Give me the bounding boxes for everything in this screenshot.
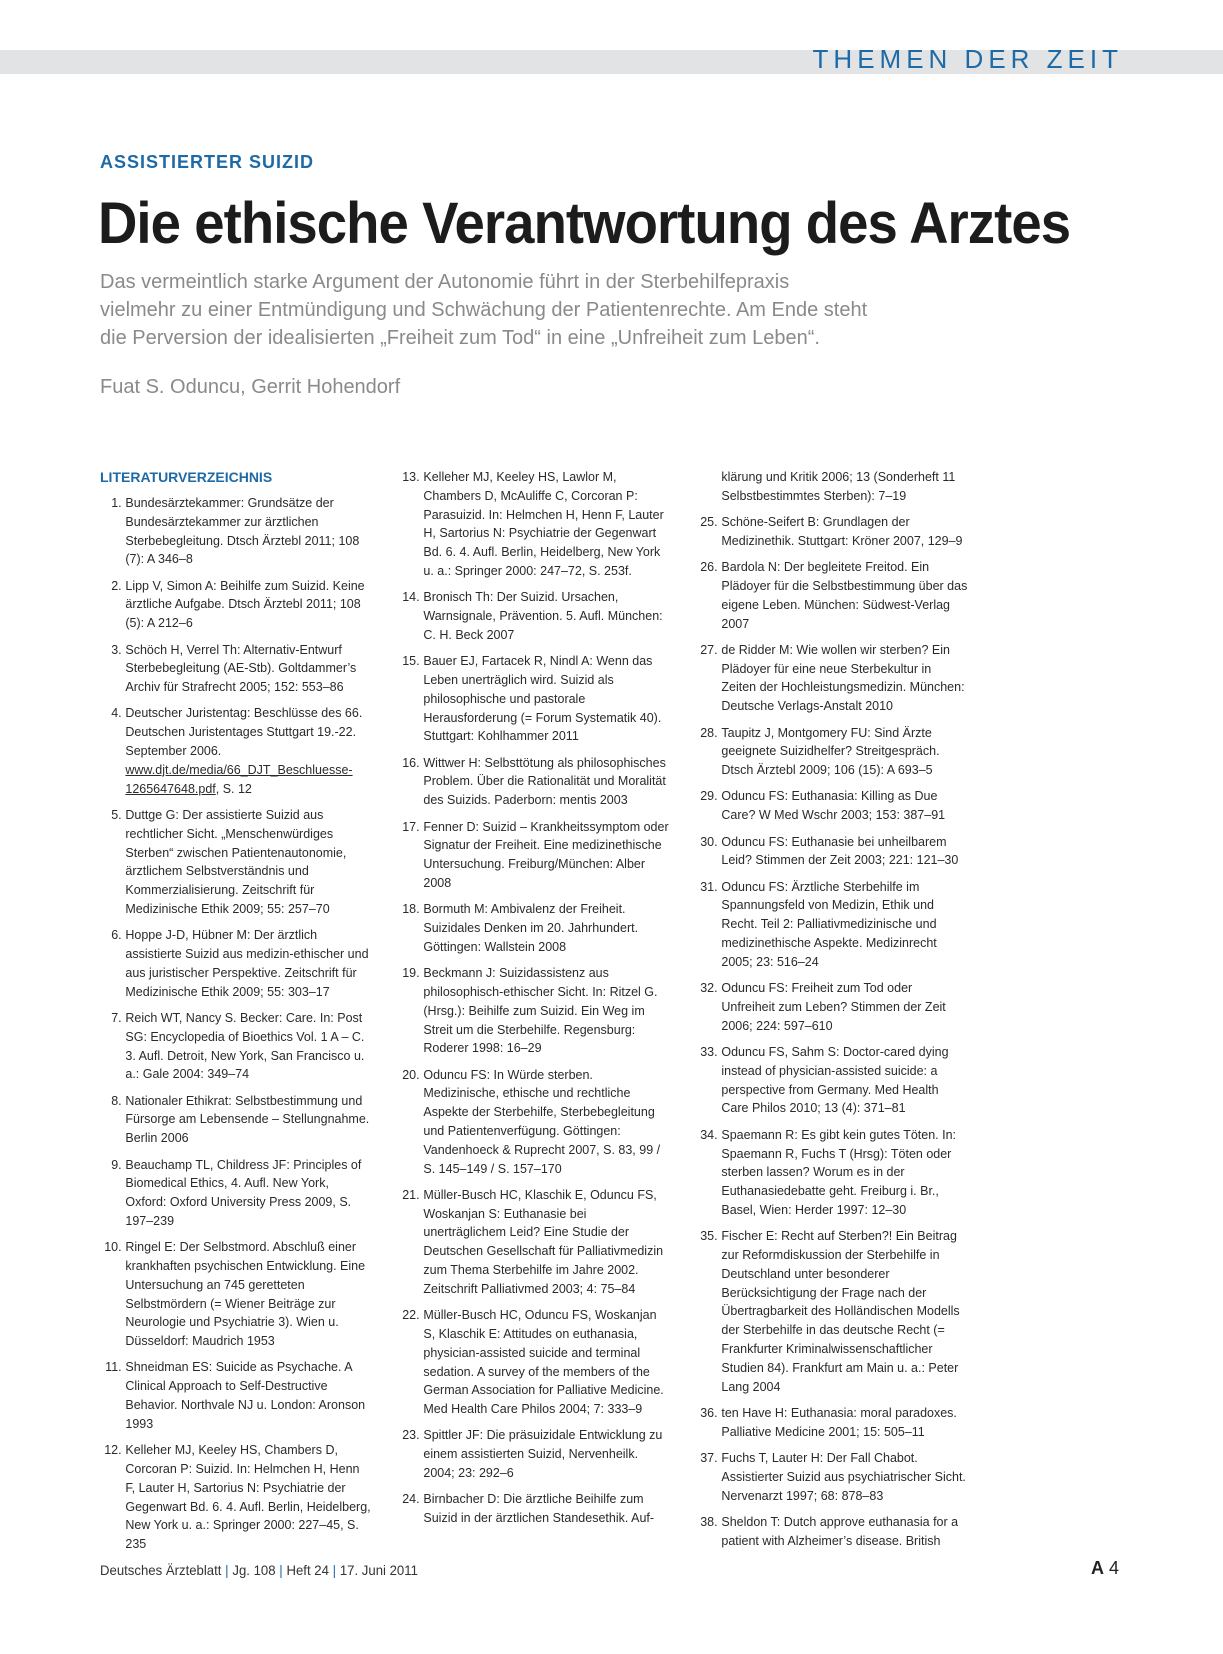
reference-text: Oduncu FS: Ärztliche Sterbehilfe im Spannungsfeld von Medizin, Ethik und Recht. Teil 2: Palliativmedizinische und medizinethische Aspekte. Medizinrecht 2005; 23: 516–24 xyxy=(721,878,937,969)
reference-item xyxy=(696,878,969,972)
reference-text: Lipp V, Simon A: Beihilfe zum Suizid. Keine ärztliche Aufgabe. Dtsch Ärztebl 2011; 108 (5): A 212–6 xyxy=(125,577,365,631)
reference-text: Beauchamp TL, Childress JF: Principles of Biomedical Ethics, 4. Aufl. New York, Oxford: Oxford University Press 2009, S. 197–239 xyxy=(125,1156,362,1228)
reference-item xyxy=(696,1513,969,1551)
lead-line: die Perversion der idealisierten „Freiheit zum Tod“ in eine „Unfreiheit zum Leben“. xyxy=(100,327,820,349)
reference-text: Spaemann R: Es gibt kein gutes Töten. In: Spaemann R, Fuchs T (Hrsg): Töten oder sterben lassen? Worum es in der Euthanasiedebatte geht. Freiburg i. Br., Basel, Wien: Herder 1997: 12–30 xyxy=(721,1126,956,1217)
reference-item xyxy=(696,833,969,871)
reference-item xyxy=(398,1426,671,1482)
reference-number: 24. xyxy=(402,1491,420,1507)
reference-text: Fischer E: Recht auf Sterben?! Ein Beitrag zur Reformdiskussion der Sterbehilfe in Deutschland unter besonderer Berücksichtigung der Frage nach der Übertragbarkeit des Holländischen Modells der Sterbehilfe in das deutsche Recht (= Frankfurter Kriminalwissenschaftlicher Studien 84). Frankfurt am Main u. a.: Peter Lang 2004 xyxy=(721,1228,960,1394)
reference-item xyxy=(696,724,969,780)
reference-number: 20. xyxy=(402,1066,420,1082)
reference-number: 14. xyxy=(402,589,420,605)
reference-number: 13. xyxy=(402,469,420,484)
reference-text: Fenner D: Suizid – Krankheitssymptom oder Signatur der Freiheit. Eine medizinethische Untersuchung. Freiburg/München: Alber 2008 xyxy=(423,818,669,890)
reference-text: Bardola N: Der begleitete Freitod. Ein Plädoyer für die Selbstbestimmung über das eigene Leben. München: Südwest-Verlag 2007 xyxy=(721,559,968,631)
reference-item xyxy=(100,806,373,919)
reference-number: 22. xyxy=(402,1307,420,1323)
reference-number: 31. xyxy=(700,878,718,894)
reference-item xyxy=(100,1092,373,1148)
reference-item xyxy=(696,1404,969,1442)
references-column-2 xyxy=(398,468,671,1535)
lead-line: Das vermeintlich starke Argument der Autonomie führt in der Sterbehilfepraxis xyxy=(100,271,790,293)
reference-item xyxy=(696,641,969,716)
footer: Deutsches Ärzteblatt | Jg. 108 | Heft 24 | 17. Juni 2011 xyxy=(100,1562,418,1578)
references-heading: LITERATURVERZEICHNIS xyxy=(100,469,273,485)
reference-text: Fuchs T, Lauter H: Der Fall Chabot. Assistierter Suizid aus psychiatrischer Sicht. Nervenarzt 1997; 68: 878–83 xyxy=(721,1449,966,1503)
reference-item xyxy=(100,1441,373,1554)
reference-text: Oduncu FS: In Würde sterben. Medizinische, ethische und rechtliche Aspekte der Sterbehilfe, Sterbebegleitung und Patientenverfügung. Göttingen: Vandenhoeck & Ruprecht 2007, S. 83, 99 / S. 145–149 / S. 157–170 xyxy=(423,1066,661,1176)
reference-item xyxy=(696,979,969,1035)
reference-number: 17. xyxy=(402,818,420,834)
reference-text: Müller-Busch HC, Klaschik E, Oduncu FS, Woskanjan S: Euthanasie bei unerträglichem Leid? Eine Studie der Deutschen Gesellschaft für Palliativmedizin zum Thema Sterbehilfe im Jahre 2002. Zeitschrift Palliativmed 2003; 4: 75–84 xyxy=(423,1186,664,1296)
reference-item xyxy=(398,818,671,893)
reference-item xyxy=(398,754,671,810)
reference-number: 32. xyxy=(700,980,718,996)
reference-text: Wittwer H: Selbsttötung als philosophisches Problem. Über die Rationalität und Moralität des Suizids. Paderborn: mentis 2003 xyxy=(423,754,666,808)
reference-item xyxy=(100,1009,373,1084)
reference-item xyxy=(696,558,969,633)
reference-item xyxy=(100,641,373,697)
reference-text: de Ridder M: Wie wollen wir sterben? Ein Plädoyer für eine neue Sterbekultur in Zeiten der Hochleistungsmedizin. München: Deutsche Verlags-Anstalt 2010 xyxy=(721,641,965,714)
journal-issue: Heft 24 xyxy=(286,1562,329,1578)
reference-item xyxy=(398,652,671,746)
reference-link[interactable]: www.djt.de/media/66_DJT_Beschluesse-1265647648.pdf xyxy=(125,761,353,796)
reference-text: Kelleher MJ, Keeley HS, Lawlor M, Chambers D, McAuliffe C, Corcoran P: Parasuizid. In: Helmchen H, Henn F, Lauter H, Sartorius N: Psychiatrie der Gegenwart Bd. 6. 4. Aufl. Berlin, Heidelberg, New York u. a.: Springer 2000: 247–72, S. 253f. xyxy=(423,469,664,578)
reference-item xyxy=(398,468,671,581)
page-number xyxy=(1091,1558,1119,1579)
reference-item xyxy=(398,900,671,956)
journal-name: Deutsches Ärzteblatt xyxy=(100,1562,222,1578)
reference-text-part: Deutscher Juristentag: Beschlüsse des 66. Deutschen Juristentages Stuttgart 19.-22. September 2006. xyxy=(125,705,363,759)
reference-text: Müller-Busch HC, Oduncu FS, Woskanjan S, Klaschik E: Attitudes on euthanasia, physician-assisted suicide and terminal sedation. A survey of the members of the German Association for Palliative Medicine. Med Health Care Philos 2004; 7: 333–9 xyxy=(423,1307,664,1417)
reference-number: 16. xyxy=(402,754,420,770)
reference-number: 12. xyxy=(104,1442,122,1458)
reference-item xyxy=(398,964,671,1058)
lead-line: vielmehr zu einer Entmündigung und Schwächung der Patientenrechte. Am Ende steht xyxy=(100,299,868,321)
reference-number: 23. xyxy=(402,1427,420,1443)
reference-number: 28. xyxy=(700,724,718,740)
reference-number: 36. xyxy=(700,1404,718,1420)
journal-volume: Jg. 108 xyxy=(232,1562,276,1578)
reference-number: 7. xyxy=(111,1009,122,1025)
reference-text: Oduncu FS, Sahm S: Doctor-cared dying instead of physician-assisted suicide: a perspective from Germany. Med Health Care Philos 2010; 13 (4): 371–81 xyxy=(721,1044,949,1116)
reference-item xyxy=(398,588,671,644)
reference-text: Shneidman ES: Suicide as Psychache. A Clinical Approach to Self-Destructive Behavior. Northvale NJ u. London: Aronson 1993 xyxy=(125,1359,366,1431)
reference-text: Ringel E: Der Selbstmord. Abschluß einer krankhaften psychischen Entwicklung. Eine Untersuchung an 745 geretteten Selbstmördern (= Wiener Beiträge zur Neurologie und Psychiatrie 3). Wien u. Düsseldorf: Maudrich 1953 xyxy=(125,1239,366,1349)
reference-text: Bormuth M: Ambivalenz der Freiheit. Suizidales Denken im 20. Jahrhundert. Göttingen: Wallstein 2008 xyxy=(423,901,639,954)
reference-text: Bauer EJ, Fartacek R, Nindl A: Wenn das Leben unerträglich wird. Suizid als philosophische und pastorale Herausforderung (= Forum Systematik 40). Stuttgart: Kohlhammer 2011 xyxy=(423,653,662,744)
reference-number: 4. xyxy=(111,705,122,721)
reference-item xyxy=(398,1306,671,1419)
article-authors: Fuat S. Oduncu, Gerrit Hohendorf xyxy=(100,376,401,398)
reference-item xyxy=(100,704,373,798)
reference-text: Nationaler Ethikrat: Selbstbestimmung und Fürsorge am Lebensende – Stellungnahme. Berlin 2006 xyxy=(125,1092,370,1146)
reference-text: Taupitz J, Montgomery FU: Sind Ärzte geeignete Suizidhelfer? Streitgespräch. Dtsch Ärztebl 2009; 106 (15): A 693–5 xyxy=(721,724,940,778)
reference-item xyxy=(696,1227,969,1396)
reference-text: Duttge G: Der assistierte Suizid aus rechtlicher Sicht. „Menschenwürdiges Sterben“ zwischen Patientenautonomie, ärztlichem Selbstverständnis und Kommerzialisierung. Zeitschrift für Medizinische Ethik 2009; 55: 257–70 xyxy=(125,806,347,916)
reference-number: 1. xyxy=(111,495,122,510)
article-kicker: ASSISTIERTER SUIZID xyxy=(100,152,315,172)
reference-text: Bundesärztekammer: Grundsätze der Bundesärztekammer zur ärztlichen Sterbebegleitung. Dtsch Ärztebl 2011; 108 (7): A 346–8 xyxy=(125,495,360,567)
reference-text: Oduncu FS: Euthanasia: Killing as Due Care? W Med Wschr 2003; 153: 387–91 xyxy=(721,788,946,823)
reference-number: 5. xyxy=(111,806,122,822)
reference-text: Schöne-Seifert B: Grundlagen der Medizinethik. Stuttgart: Kröner 2007, 129–9 xyxy=(721,514,963,548)
reference-number: 11. xyxy=(105,1359,122,1375)
article-title: Die ethische Verantwortung des Arztes xyxy=(98,191,1071,256)
reference-number: 37. xyxy=(700,1449,718,1465)
reference-number: 2. xyxy=(111,577,122,593)
reference-item xyxy=(100,1238,373,1351)
reference-text: Schöch H, Verrel Th: Alternativ-Entwurf Sterbebegleitung (AE-Stb). Goltdammer’s Archiv für Strafrecht 2005; 152: 553–86 xyxy=(125,641,357,695)
reference-item xyxy=(696,1126,969,1220)
reference-text: Kelleher MJ, Keeley HS, Chambers D, Corcoran P: Suizid. In: Helmchen H, Henn F, Lauter H, Sartorius N: Psychiatrie der Gegenwart Bd. 6. 4. Aufl. Berlin, Heidelberg, New York u. a.: Springer 2000: 227–45, S. 235 xyxy=(125,1442,371,1552)
reference-number: 29. xyxy=(700,788,718,804)
reference-number: 10. xyxy=(104,1239,122,1255)
reference-text xyxy=(125,704,372,798)
reference-continuation: klärung und Kritik 2006; 13 (Sonderheft 11 Selbstbestimmtes Sterben): 7–19 xyxy=(721,469,956,503)
reference-number: 33. xyxy=(700,1044,718,1060)
reference-text: Hoppe J-D, Hübner M: Der ärztlich assistierte Suizid aus medizin-ethischer und aus juristischer Perspektive. Zeitschrift für Medizinische Ethik 2009; 55: 303–17 xyxy=(125,927,369,999)
reference-text: Oduncu FS: Freiheit zum Tod oder Unfreiheit zum Leben? Stimmen der Zeit 2006; 224: 597–610 xyxy=(721,980,946,1033)
reference-text: Birnbacher D: Die ärztliche Beihilfe zum Suizid in der ärztlichen Standesethik. Auf- xyxy=(423,1491,655,1526)
reference-text: Reich WT, Nancy S. Becker: Care. In: Post SG: Encyclopedia of Bioethics Vol. 1 A – C. 3. Aufl. Detroit, New York, San Francisco u. a.: Gale 2004: 349–74 xyxy=(125,1009,365,1082)
reference-number: 26. xyxy=(700,559,718,575)
references-column-3 xyxy=(696,468,969,1558)
article-lead xyxy=(100,268,1020,352)
reference-number: 15. xyxy=(402,653,420,669)
reference-item xyxy=(696,1043,969,1118)
reference-number: 19. xyxy=(402,965,420,981)
page-prefix: A xyxy=(1090,1558,1104,1578)
reference-text: Oduncu FS: Euthanasie bei unheilbarem Leid? Stimmen der Zeit 2003; 221: 121–30 xyxy=(721,833,959,868)
page-number-value: 4 xyxy=(1108,1558,1119,1578)
reference-text: Bronisch Th: Der Suizid. Ursachen, Warnsignale, Prävention. 5. Aufl. München: C. H. Beck 2007 xyxy=(423,589,663,642)
reference-number: 38. xyxy=(700,1513,718,1529)
reference-number: 3. xyxy=(111,641,122,657)
reference-number: 21. xyxy=(402,1186,420,1202)
reference-text-part: , S. 12 xyxy=(215,780,252,796)
reference-item xyxy=(100,494,373,569)
reference-item xyxy=(696,1449,969,1505)
reference-item xyxy=(100,577,373,633)
reference-text: Spittler JF: Die präsuizidale Entwicklung zu einem assistierten Suizid, Nervenheilk. 2004; 23: 292–6 xyxy=(423,1427,663,1481)
reference-item xyxy=(398,1490,671,1528)
reference-number: 18. xyxy=(402,901,420,917)
reference-number: 9. xyxy=(111,1156,122,1172)
journal-date: 17. Juni 2011 xyxy=(339,1562,418,1578)
reference-number: 30. xyxy=(700,833,718,849)
reference-item xyxy=(100,1358,373,1433)
reference-item xyxy=(696,513,969,551)
reference-text: Sheldon T: Dutch approve euthanasia for a patient with Alzheimer’s disease. British xyxy=(721,1513,959,1548)
reference-number: 8. xyxy=(111,1092,122,1108)
reference-number: 35. xyxy=(700,1228,718,1244)
section-label: THEMEN DER ZEIT xyxy=(812,44,1123,74)
references-column-1 xyxy=(100,494,373,1561)
reference-number: 34. xyxy=(700,1126,718,1142)
reference-number: 27. xyxy=(700,641,718,657)
reference-number: 6. xyxy=(111,927,122,943)
reference-item xyxy=(398,1066,671,1179)
reference-text: ten Have H: Euthanasia: moral paradoxes. Palliative Medicine 2001; 15: 505–11 xyxy=(721,1404,957,1439)
reference-item xyxy=(100,926,373,1001)
reference-number: 25. xyxy=(700,514,718,530)
reference-item xyxy=(696,787,969,825)
reference-item xyxy=(398,1186,671,1299)
reference-text: Beckmann J: Suizidassistenz aus philosophisch-ethischer Sicht. In: Ritzel G. (Hrsg.): Beihilfe zum Suizid. Ein Weg im Streit um die Sterbehilfe. Regensburg: Roderer 1998: 16–29 xyxy=(423,965,658,1056)
reference-item xyxy=(100,1156,373,1231)
